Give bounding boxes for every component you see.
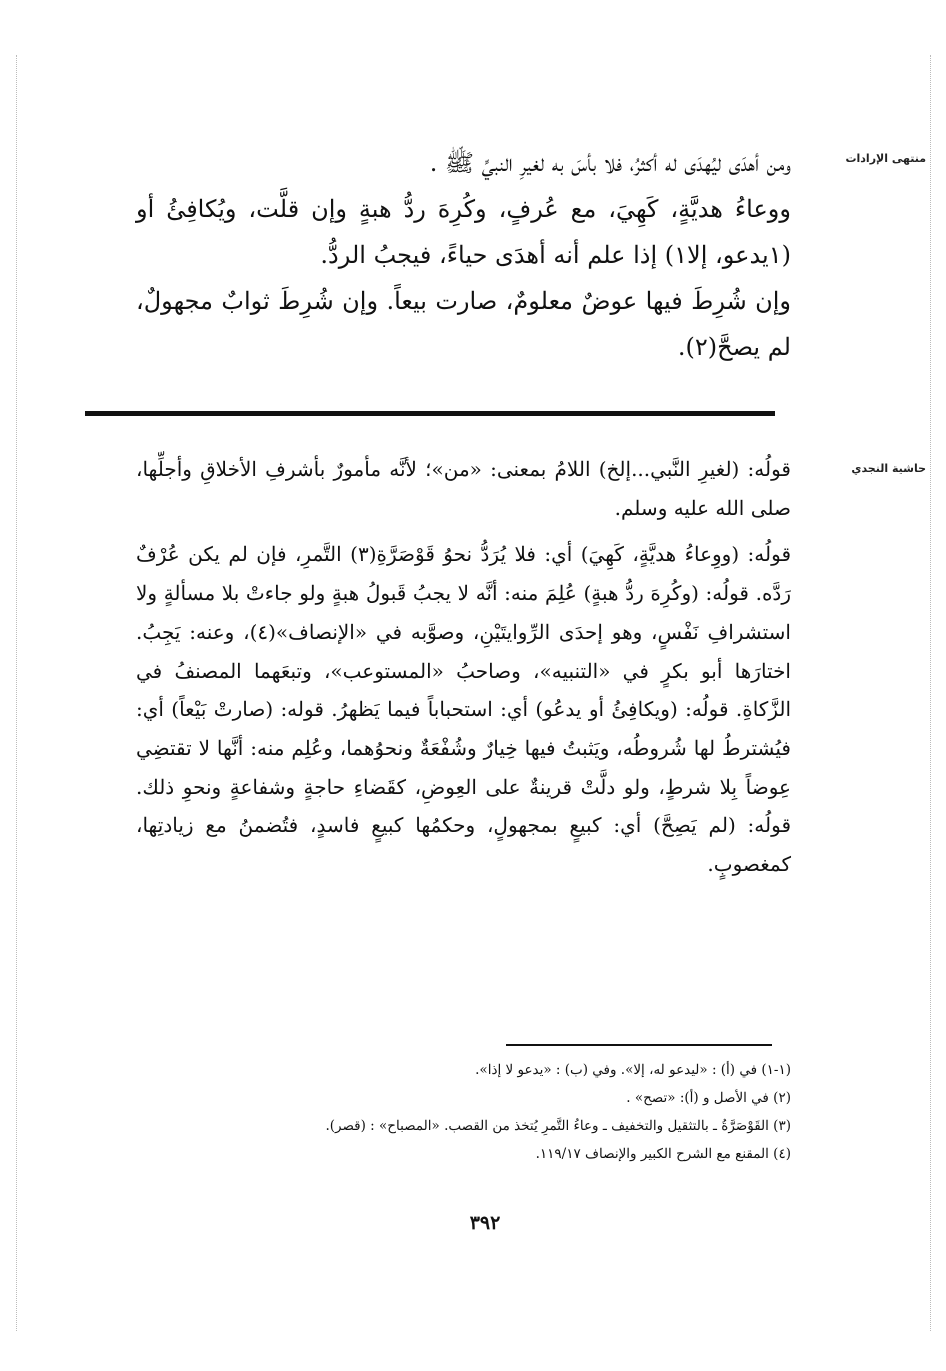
scan-artifact <box>930 55 931 1331</box>
section-divider <box>85 411 775 416</box>
footnote: (٤) المقنع مع الشرح الكبير والإنصاف ١١٩/١٧. <box>535 1146 791 1162</box>
commentary-paragraph: قولُه: (لغيرِ النَّبي...إلخ) اللامُ بمعنى: «من»؛ لأنَّه مأمورٌ بأشرفِ الأخلاقِ وأجلِّها، صلى الله عليه وسلم. <box>136 457 791 520</box>
main-paragraph: ووعاءُ هديَّةٍ، كَهِيَ، مع عُرفٍ، وكُرِهَ ردُّ هبةٍ وإن قلَّت، ويُكافِئُ أو (١يدعو، إلا١) إذا علم أنه أهدَى حياءً، فيجبُ الردُّ. <box>136 195 791 269</box>
side-label-main: منتهى الإرادات <box>845 152 926 165</box>
main-paragraph: ومن أهدَى ليُهدَى له أكثرُ، فلا بأسَ به لغيرِ النبيِّ ﷺ . <box>429 149 791 177</box>
footnote-divider <box>506 1044 772 1046</box>
commentary-paragraph: قولُه: (ووِعاءُ هديَّةٍ، كَهِيَ) أي: فلا يُرَدُّ نحوُ قَوْصَرَّةِ(٣) التَّمرِ، فإن لم يكن عُرْفٌ رَدَّه. قولُه: (وكُرِهَ ردُّ هبةٍ) عُلِمَ منه: أنَّه لا يجبُ قَبولُ هبةٍ ولو جاءتْ بلا مسألةٍ ولا استشرافِ نَفْسٍ، وهو إحدَى الرِّوايتَيْنِ، وصوَّبه في «الإنصاف»(٤)، وعنه: يَجِبُ. اختارَها أبو بكرٍ في «التنبيه»، وصاحبُ «المستوعب»، وتبعَهما المصنفُ في الزَّكاةِ. قولُه: (ويكافِئُ أو يدعُو) أي: استحباباً فيما يَظهرُ. قوله: (صارتْ بَيْعاً) أي: فيُشترطُ لها شُروطُه، ويَثبتُ فيها خِيارٌ وشُفْعَةٌ ونحوُهما، وعُلِم منه: أنَّها لا تقتضِي عِوضاً بِلا شرطٍ، ولو دلَّتْ قرينةٌ على العِوضِ، كقَضاءِ حاجةٍ وشفاعةٍ ونحوِ ذلك. قولُه: (لم يَصِحَّ) أي: كبيعٍ بمجهولٍ، وحكمُها كبيعٍ فاسدٍ، فتُضمنُ مع زيادتِها، كمغصوبٍ. <box>136 542 791 877</box>
main-paragraph: وإن شُرِطَ فيها عوضٌ معلومٌ، صارت بيعاً. وإن شُرِطَ ثوابٌ مجهولٌ، لم يصحَّ(٢). <box>136 287 791 361</box>
main-text <box>136 140 791 370</box>
page-number: ٣٩٢ <box>469 1212 501 1234</box>
footnotes <box>151 1056 791 1168</box>
side-label-commentary: حاشية النجدي <box>851 462 926 475</box>
scan-artifact <box>16 55 17 1331</box>
footnote: (٢) في الأصل و (أ): «تصح» . <box>626 1090 791 1106</box>
commentary-text <box>136 450 791 884</box>
footnote: (١-١) في (أ) : «ليدعو له، إلا». وفي (ب) : «يدعو لا إذا». <box>475 1062 791 1078</box>
footnote: (٣) القَوْصَرَّةُ ـ بالتثقيل والتخفيف ـ وعاءُ التَّمرِ يُتخذ من القصب. «المصباح» : (قصر). <box>325 1118 791 1134</box>
